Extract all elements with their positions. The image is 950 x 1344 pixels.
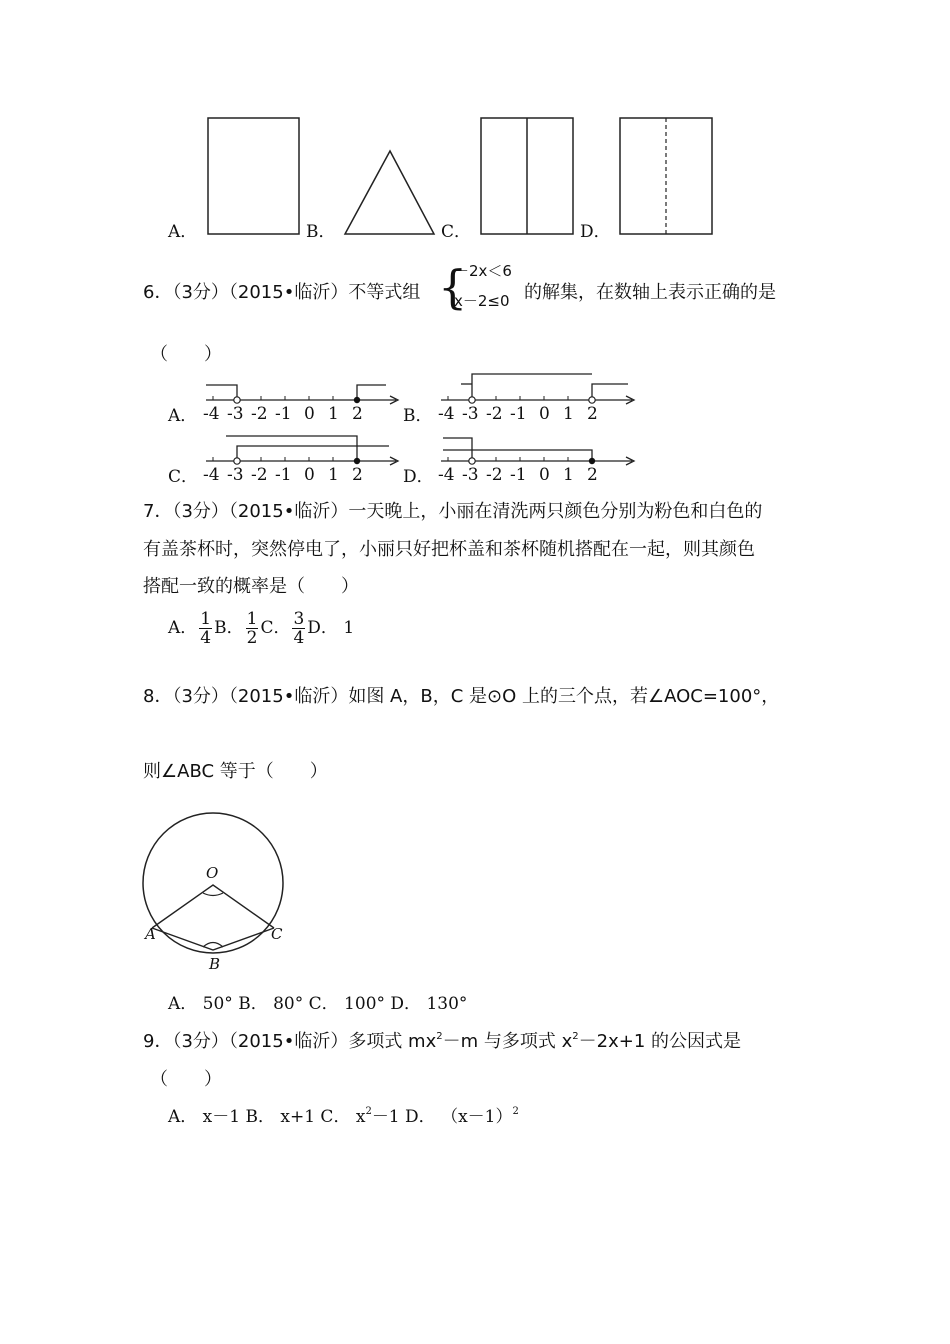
q8-arc-b [203, 943, 223, 948]
q8-label-a: A [145, 925, 156, 943]
q6-prefix: 6．（3分）（2015•临沂）不等式组 [143, 282, 421, 303]
q6c-tick: -4 [203, 465, 220, 485]
q6c-tick: 0 [304, 465, 315, 485]
q6-paren: （ ） [150, 344, 222, 365]
q6-label-d: D． [403, 467, 434, 487]
q6c-tick: 2 [352, 465, 363, 485]
q6d-tick: 2 [587, 465, 598, 485]
q8-arc-o [203, 893, 223, 896]
q6d-tick: -4 [438, 465, 455, 485]
q6a-tick: -3 [227, 404, 244, 424]
q9-paren: （ ） [150, 1069, 222, 1090]
q6a-tick: -2 [251, 404, 268, 424]
q6b-tick: 2 [587, 404, 598, 424]
q6a-tick: 0 [304, 404, 315, 424]
q6b-tick: 0 [539, 404, 550, 424]
q6-label-a: A． [168, 406, 198, 426]
q9-line1: 9．（3分）（2015•临沂）多项式 $mx^2-m$ 与多项式 $x^2-2x+1$ 的公因式是 [143, 1031, 742, 1052]
q7-opt-d: D． 1 [307, 618, 355, 638]
q6-label-b: B． [403, 406, 433, 426]
q7-opt-a: A． [168, 618, 198, 638]
q6b-tick: -3 [462, 404, 479, 424]
q6b-tick: -2 [486, 404, 503, 424]
q5-label-c: C． [441, 222, 472, 242]
q7-line2: 有盖茶杯时，突然停电了，小丽只好把杯盖和茶杯随机搭配在一起，则其颜色 [143, 539, 755, 560]
q7-frac-a: $\frac{1}{4}$ [200, 609, 212, 648]
q6b-tick: -4 [438, 404, 455, 424]
q8-label-o: O [206, 864, 219, 882]
q7-line1: 7．（3分）（2015•临沂）一天晚上，小丽在清洗两只颜色分别为粉色和白色的 [143, 501, 763, 522]
q6d-tick: -3 [462, 465, 479, 485]
q8-options: A． 50° B． 80° C． 100° D． 130° [168, 994, 468, 1014]
q5-label-b: B． [306, 222, 336, 242]
q8-angle-aoc [152, 885, 274, 928]
q7-frac-c: $\frac{3}{4}$ [293, 609, 305, 648]
q6c-tick: -3 [227, 465, 244, 485]
q6c-tick: -2 [251, 465, 268, 485]
q5-label-a: A． [168, 222, 198, 242]
q6b-tick: 1 [563, 404, 574, 424]
q6c-tick: 1 [328, 465, 339, 485]
q8-label-c: C [271, 925, 283, 943]
q6-ineq2: x－2≤0 [454, 292, 510, 310]
q6a-tick: -1 [275, 404, 292, 424]
q6-suffix: 的解集，在数轴上表示正确的是 [524, 282, 776, 303]
q8-line2: 则∠ABC 等于（ ） [143, 761, 328, 782]
q7-opt-b: B． [214, 618, 244, 638]
q6a-tick: 2 [352, 404, 363, 424]
q6a-tick: -4 [203, 404, 220, 424]
q7-opt-c: C． [260, 618, 291, 638]
q9-options: A． x－1 B． x+1 C． $x^2-1$ D． $(x-1)^2$ [168, 1106, 519, 1127]
q8-label-b: B [209, 955, 221, 973]
q6-brace: { [438, 260, 468, 314]
q6d-tick: -1 [510, 465, 527, 485]
q6-label-c: C． [168, 467, 199, 487]
q7-line3: 搭配一致的概率是（ ） [143, 576, 359, 597]
q7-frac-b: $\frac{1}{2}$ [246, 609, 258, 648]
q6d-tick: 1 [563, 465, 574, 485]
q8-line1: 8．（3分）（2015•临沂）如图 A，B，C 是⊙O 上的三个点，若∠AOC=100°， [143, 686, 780, 707]
q6-ineq1: －2x＜6 [454, 262, 512, 280]
q5-label-d: D． [580, 222, 611, 242]
q6b-tick: -1 [510, 404, 527, 424]
q6d-tick: -2 [486, 465, 503, 485]
q6c-tick: -1 [275, 465, 292, 485]
q6a-tick: 1 [328, 404, 339, 424]
q6d-tick: 0 [539, 465, 550, 485]
